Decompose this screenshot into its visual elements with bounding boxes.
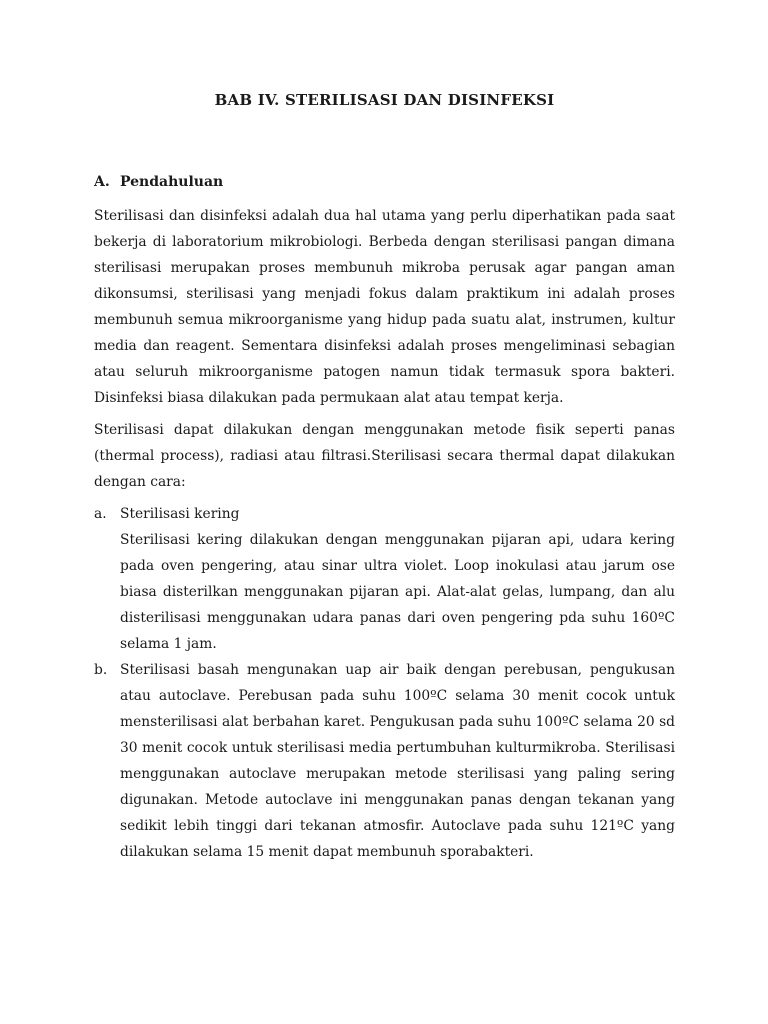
list-item-text: Sterilisasi kering dilakukan dengan menggunakan pijaran api, udara kering pada oven pengering, atau sinar ultra violet. Loop inokulasi atau jarum ose biasa disterilkan menggunakan pijaran api. Alat-alat gelas, lumpang, dan alu disterilisasi menggunakan udara panas dari oven pengering pda suhu 160ºC selama 1 jam. xyxy=(120,532,675,652)
list-item-body xyxy=(120,657,675,865)
chapter-title: BAB IV. STERILISASI DAN DISINFEKSI xyxy=(214,91,555,109)
list-marker: b. xyxy=(94,662,108,678)
document-page xyxy=(94,88,675,865)
section-label: A. xyxy=(94,174,110,190)
list-item-dry-sterilization xyxy=(94,501,675,657)
list-item-body xyxy=(120,501,675,657)
list-marker: a. xyxy=(94,506,107,522)
list-item-wet-sterilization xyxy=(94,657,675,865)
section-heading xyxy=(94,169,675,195)
intro-paragraph: Sterilisasi dan disinfeksi adalah dua hal utama yang perlu diperhatikan pada saat bekerja di laboratorium mikrobiologi. Berbeda dengan sterilisasi pangan dimana sterilisasi merupakan proses membunuh mikroba perusak agar pangan aman dikonsumsi, sterilisasi yang menjadi fokus dalam praktikum ini adalah proses membunuh semua mikroorganisme yang hidup pada suatu alat, instrumen, kultur media dan reagent. Sementara disinfeksi adalah proses mengeliminasi sebagian atau seluruh mikroorganisme patogen namun tidak termasuk spora bakteri. Disinfeksi biasa dilakukan pada permukaan alat atau tempat kerja. xyxy=(94,208,675,406)
list-item-text: Sterilisasi basah mengunakan uap air baik dengan perebusan, pengukusan atau autoclave. Perebusan pada suhu 100ºC selama 30 menit cocok untuk mensterilisasi alat berbahan karet. Pengukusan pada suhu 100ºC selama 20 sd 30 menit cocok untuk sterilisasi media pertumbuhan kulturmikroba. Sterilisasi menggunakan autoclave merupakan metode sterilisasi yang paling sering digunakan. Metode autoclave ini menggunakan panas dengan tekanan yang sedikit lebih tinggi dari tekanan atmosfir. Autoclave pada suhu 121ºC yang dilakukan selama 15 menit dapat membunuh sporabakteri. xyxy=(120,662,675,860)
method-paragraph: Sterilisasi dapat dilakukan dengan menggunakan metode fisik seperti panas (thermal process), radiasi atau filtrasi.Sterilisasi secara thermal dapat dilakukan dengan cara: xyxy=(94,422,675,490)
method-list xyxy=(94,501,675,865)
section-title: Pendahuluan xyxy=(120,174,224,190)
list-item-title: Sterilisasi kering xyxy=(120,506,240,522)
